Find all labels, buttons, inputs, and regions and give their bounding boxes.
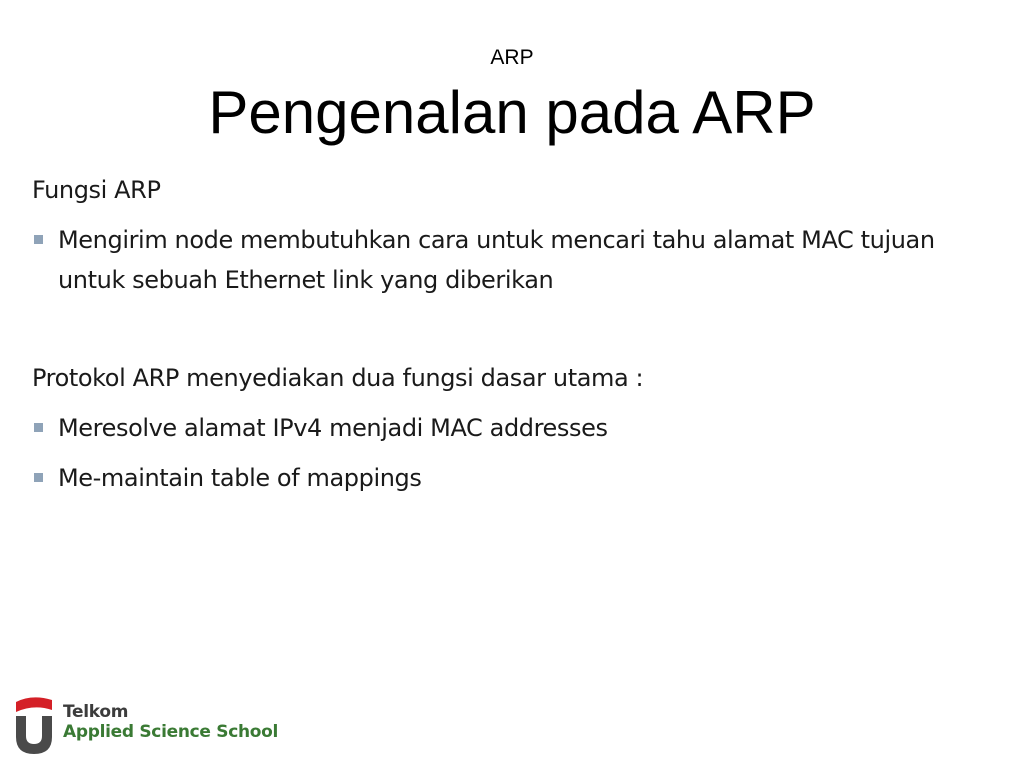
square-bullet-icon — [34, 423, 43, 432]
bullet-item — [32, 220, 972, 300]
telkom-logo-icon — [14, 696, 54, 754]
square-bullet-icon — [34, 473, 43, 482]
logo-line-school: Applied Science School — [63, 722, 279, 742]
telkom-logo — [14, 696, 294, 756]
square-bullet-icon — [34, 235, 43, 244]
bullet-item — [32, 408, 972, 448]
slide-subtitle: ARP — [490, 46, 534, 69]
slide-title: Pengenalan pada ARP — [208, 79, 816, 146]
section-heading: Protokol ARP menyediakan dua fungsi dasar utama : — [32, 364, 644, 392]
bullet-text: Me-maintain table of mappings — [58, 464, 422, 492]
section-heading: Fungsi ARP — [32, 176, 161, 204]
logo-text — [63, 702, 278, 742]
bullet-text: Mengirim node membutuhkan cara untuk mencari tahu alamat MAC tujuan untuk sebuah Ethernet link yang diberikan — [58, 226, 935, 294]
bullet-item — [32, 458, 972, 498]
logo-line-telkom: Telkom — [63, 702, 129, 722]
bullet-text: Meresolve alamat IPv4 menjadi MAC addresses — [58, 414, 608, 442]
slide-body — [32, 170, 972, 498]
